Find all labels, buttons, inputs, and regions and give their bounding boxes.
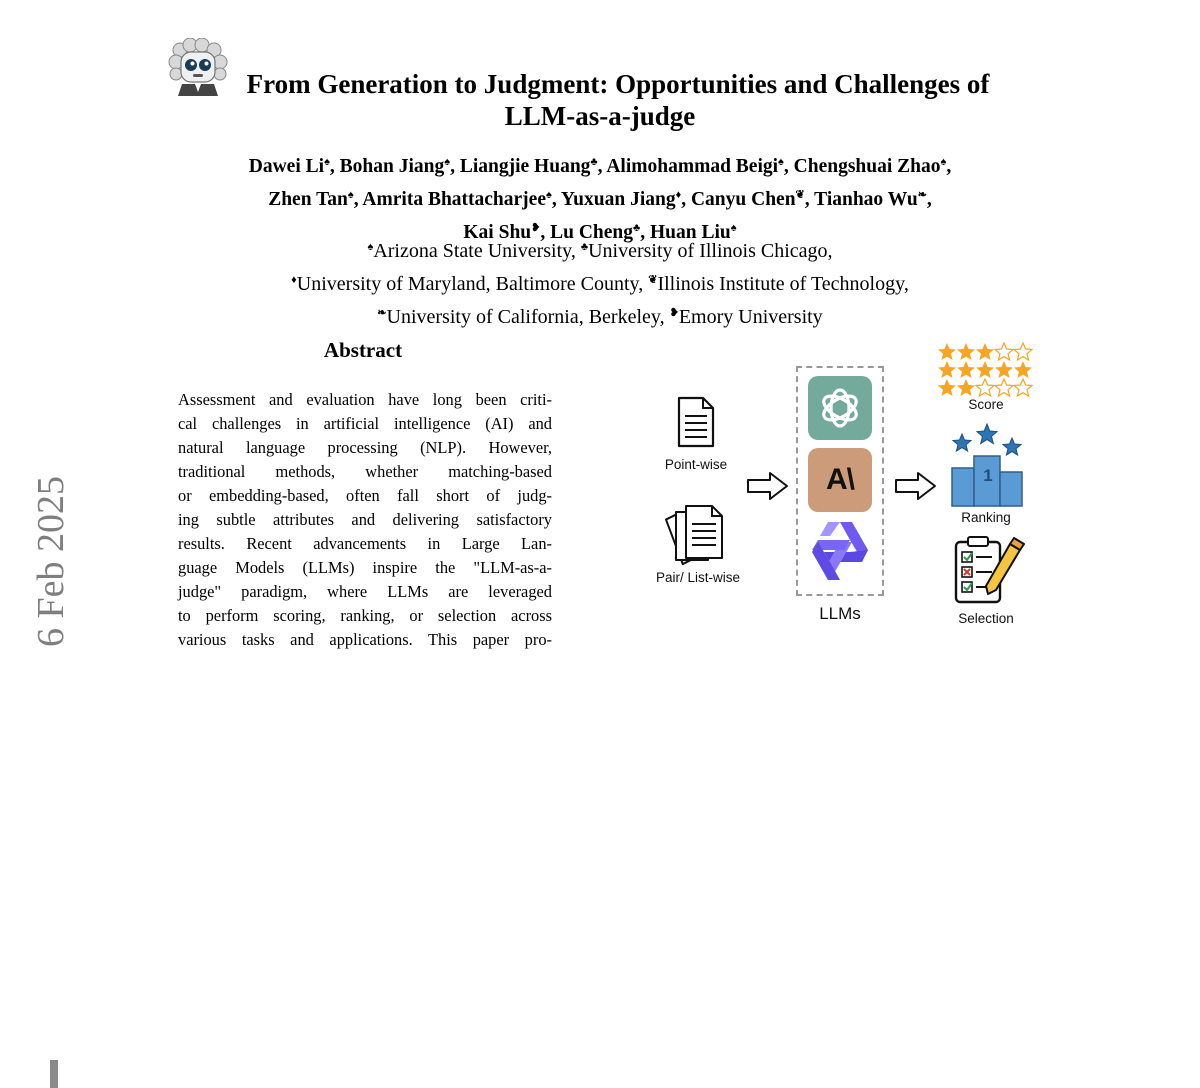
- arxiv-date: 6 Feb 2025: [30, 476, 72, 647]
- author-line-3: Kai Shu❥, Lu Cheng♣, Huan Liu♠: [463, 222, 737, 243]
- author-name: Zhen Tan: [268, 189, 348, 210]
- affiliation-name: Emory University: [678, 306, 823, 328]
- abstract-line: judge" paradigm, where LLMs are leveraged: [178, 582, 552, 601]
- affiliation-mark: ♠: [546, 189, 552, 201]
- title-line-1: From Generation to Judgment: Opportunities and Challenges of: [246, 69, 990, 99]
- affiliation-mark: ♣: [590, 156, 598, 168]
- title-line-2: LLM-as-a-judge: [504, 101, 696, 131]
- author-name: Amrita Bhattacharjee: [362, 189, 546, 210]
- author-name: Chengshuai Zhao: [793, 156, 941, 177]
- arxiv-stamp-bar: [50, 1060, 58, 1088]
- affiliation-mark: ♠: [778, 156, 784, 168]
- abstract-line: guage Models (LLMs) inspire the "LLM-as-a-: [178, 558, 552, 577]
- affiliation-name: University of Illinois Chicago: [588, 240, 828, 262]
- author-name: Liangjie Huang: [459, 156, 591, 177]
- abstract-line: to perform scoring, ranking, or selection across: [178, 606, 552, 625]
- abstract-line: cal challenges in artificial intelligence (AI) and: [178, 414, 552, 433]
- abstract-line: results. Recent advancements in Large Lan-: [178, 534, 552, 553]
- affiliation-mark: ♠: [940, 156, 947, 168]
- score-label: Score: [968, 397, 1004, 412]
- author-name: Bohan Jiang: [339, 156, 445, 177]
- abstract-body: [178, 388, 552, 652]
- affiliation-list: [0, 233, 1200, 332]
- affiliation-mark: ♦: [291, 274, 297, 286]
- affiliation-line-1: ♠Arizona State University, ♣University of Illinois Chicago,: [367, 240, 833, 262]
- llms-label: LLMs: [819, 604, 861, 623]
- paper-title: [0, 68, 1200, 132]
- author-name: Canyu Chen: [690, 189, 796, 210]
- abstract-heading: Abstract: [323, 338, 403, 362]
- arrow-right-icon: [746, 470, 790, 502]
- abstract-line: or embedding-based, often fall short of judg-: [178, 486, 552, 505]
- document-icon: [676, 396, 716, 448]
- affiliation-mark: ♠: [730, 222, 737, 234]
- author-name: Yuxuan Jiang: [560, 189, 676, 210]
- affiliation-mark: ♠: [324, 156, 330, 168]
- affiliation-line-2: ♦University of Maryland, Baltimore County, ❦Illinois Institute of Technology,: [291, 273, 909, 295]
- author-name: Tianhao Wu: [814, 189, 918, 210]
- abstract-line: ing subtle attributes and delivering satisfactory: [178, 510, 552, 529]
- author-name: Huan Liu: [649, 222, 731, 243]
- affiliation-name: Arizona State University: [373, 240, 571, 262]
- affiliation-mark: ♣: [633, 222, 641, 234]
- author-line-1: Dawei Li♠, Bohan Jiang♠, Liangjie Huang♣, Alimohammad Beigi♠, Chengshuai Zhao♠,: [248, 156, 952, 177]
- star-rating-icon: [936, 342, 1038, 398]
- affiliation-mark: ♣: [580, 241, 589, 253]
- stacked-documents-icon: [662, 502, 728, 566]
- arxiv-stamp: [18, 440, 82, 648]
- author-name: Dawei Li: [248, 156, 325, 177]
- author-line-2: Zhen Tan♠, Amrita Bhattacharjee♠, Yuxuan Jiang♦, Canyu Chen❦, Tianhao Wu❧,: [268, 189, 932, 210]
- abstract-line: natural language processing (NLP). However,: [178, 438, 552, 457]
- anthropic-tile: [808, 448, 872, 512]
- arrow-right-icon: [894, 470, 938, 502]
- affiliation-mark: ❧: [377, 307, 387, 319]
- podium-ranking-icon: [948, 422, 1028, 508]
- affiliation-name: University of Maryland, Baltimore County: [296, 273, 639, 295]
- openai-logo-icon: [808, 376, 872, 440]
- author-name: Lu Cheng: [550, 222, 634, 243]
- podium-number: 1: [983, 466, 993, 485]
- ranking-label: Ranking: [961, 510, 1011, 525]
- affiliation-mark: ♠: [367, 241, 374, 253]
- author-name: Kai Shu: [463, 222, 532, 243]
- affiliation-name: Illinois Institute of Technology: [657, 273, 904, 295]
- author-name: Alimohammad Beigi: [606, 156, 779, 177]
- abstract-line: traditional methods, whether matching-based: [178, 462, 552, 481]
- openai-tile: [808, 376, 872, 440]
- overview-figure: [640, 340, 1060, 640]
- affiliation-mark: ❥: [669, 307, 679, 319]
- selection-label: Selection: [958, 611, 1014, 626]
- qwen-logo-icon: [806, 518, 874, 584]
- pointwise-label: Point-wise: [664, 457, 728, 472]
- affiliation-mark: ❦: [795, 189, 805, 201]
- affiliation-mark: ❥: [531, 222, 541, 234]
- abstract-line: Assessment and evaluation have long been criti-: [178, 390, 552, 409]
- affiliation-mark: ❧: [917, 189, 927, 201]
- abstract-line: various tasks and applications. This paper pro-: [178, 630, 552, 649]
- affiliation-name: University of California, Berkeley: [386, 306, 660, 328]
- affiliation-mark: ❦: [648, 274, 658, 286]
- affiliation-mark: ♠: [444, 156, 451, 168]
- affiliation-line-3: ❧University of California, Berkeley, ❥Emory University: [377, 306, 823, 328]
- checklist-selection-icon: [952, 534, 1026, 606]
- anthropic-logo-icon: A\: [826, 463, 854, 496]
- pairwise-label: Pair/ List-wise: [655, 570, 741, 585]
- affiliation-mark: ♠: [347, 189, 354, 201]
- affiliation-mark: ♦: [675, 189, 682, 201]
